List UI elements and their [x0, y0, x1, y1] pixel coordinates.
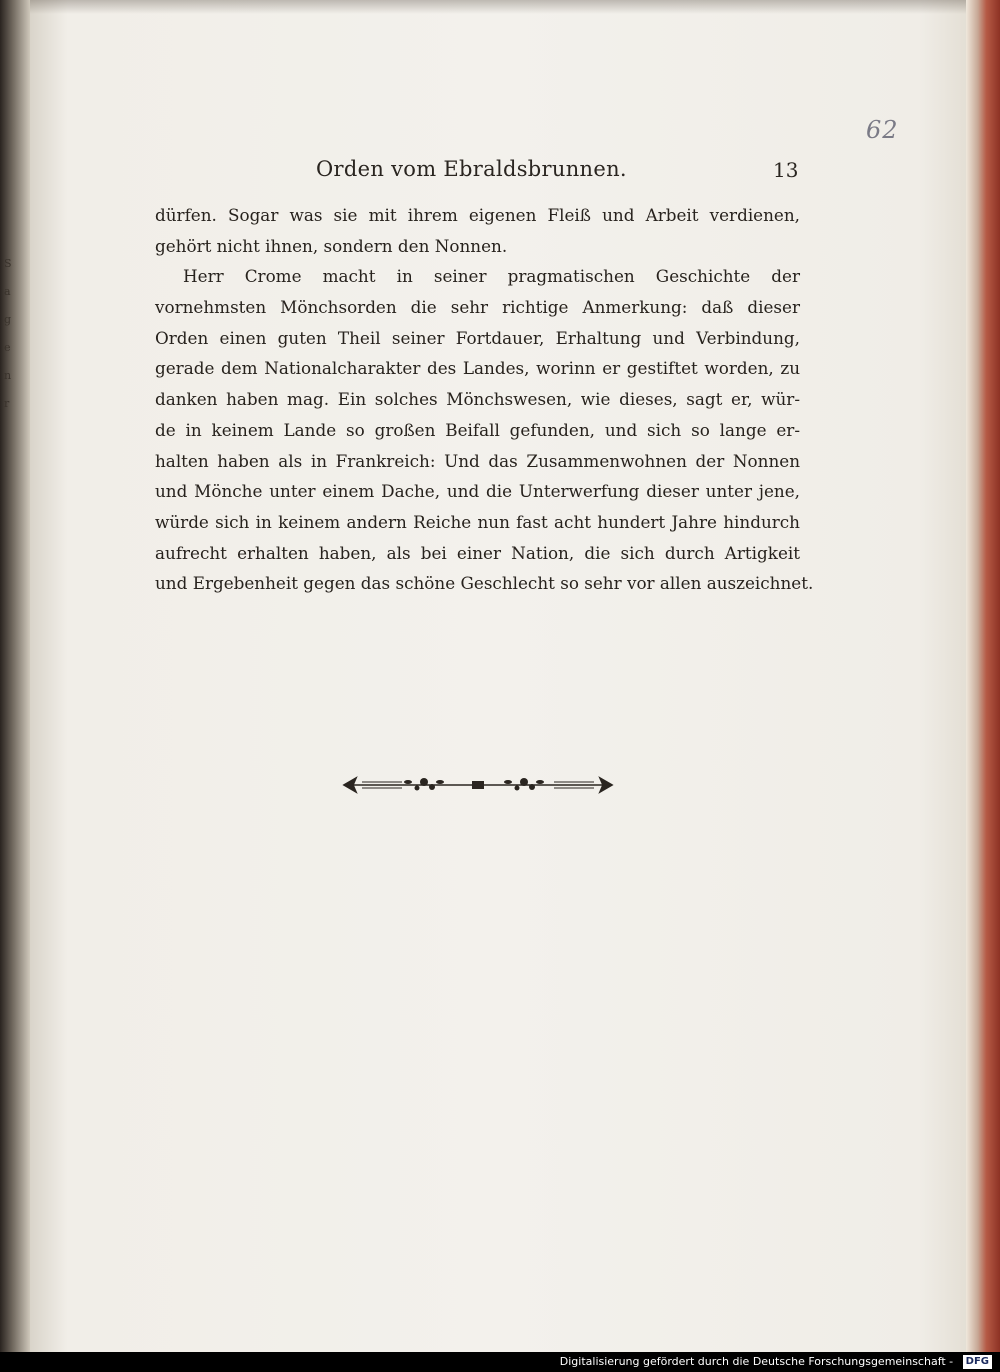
- footer-bar: [0, 1352, 1000, 1372]
- body-text: [155, 200, 814, 599]
- text-line: de in keinem Lande so großen Beifall gefunden, und sich so lange er-: [155, 419, 800, 440]
- text-line: gehört nicht ihnen, sondern den Nonnen.: [155, 235, 508, 256]
- text-line: halten haben als in Frankreich: Und das Zusammenwohnen der Nonnen: [155, 450, 800, 471]
- book-cover-edge: [966, 0, 1000, 1352]
- text-line: würde sich in keinem andern Reiche nun fast acht hundert Jahre hindurch: [155, 511, 800, 532]
- text-line: Herr Crome macht in seiner pragmatischen Geschichte der: [183, 266, 800, 287]
- footer-credit: [560, 1352, 992, 1372]
- folio-number: 13: [773, 158, 799, 182]
- text-line: Orden einen guten Theil seiner Fortdauer, Erhaltung und Verbindung,: [155, 327, 800, 348]
- text-line: und Ergebenheit gegen das schöne Geschlecht so sehr vor allen auszeichnet.: [155, 573, 814, 594]
- page-top-shadow: [30, 0, 966, 14]
- text-line: vornehmsten Mönchsorden die sehr richtige Anmerkung: daß dieser: [155, 297, 800, 318]
- adjacent-page-edge: [0, 0, 30, 1352]
- decorative-ornament: [342, 770, 614, 800]
- dfg-logo: DFG: [963, 1355, 992, 1369]
- text-line: danken haben mag. Ein solches Mönchswesen, wie dieses, sagt er, wür-: [155, 389, 800, 410]
- text-line: dürfen. Sogar was sie mit ihrem eigenen Fleiß und Arbeit verdienen,: [155, 205, 800, 225]
- adjacent-page-text: S a g e n r: [4, 257, 12, 410]
- text-line: und Mönche unter einem Dache, und die Unterwerfung dieser unter jene,: [155, 481, 800, 502]
- text-line: aufrecht erhalten haben, als bei einer Nation, die sich durch Artigkeit: [155, 542, 800, 563]
- text-line: gerade dem Nationalcharakter des Landes, worinn er gestiftet worden, zu: [155, 358, 800, 379]
- running-head: Orden vom Ebraldsbrunnen.: [316, 157, 627, 181]
- footer-credit-text: Digitalisierung gefördert durch die Deutsche Forschungsgemeinschaft -: [559, 1355, 954, 1368]
- handwritten-page-number: 62: [866, 116, 899, 144]
